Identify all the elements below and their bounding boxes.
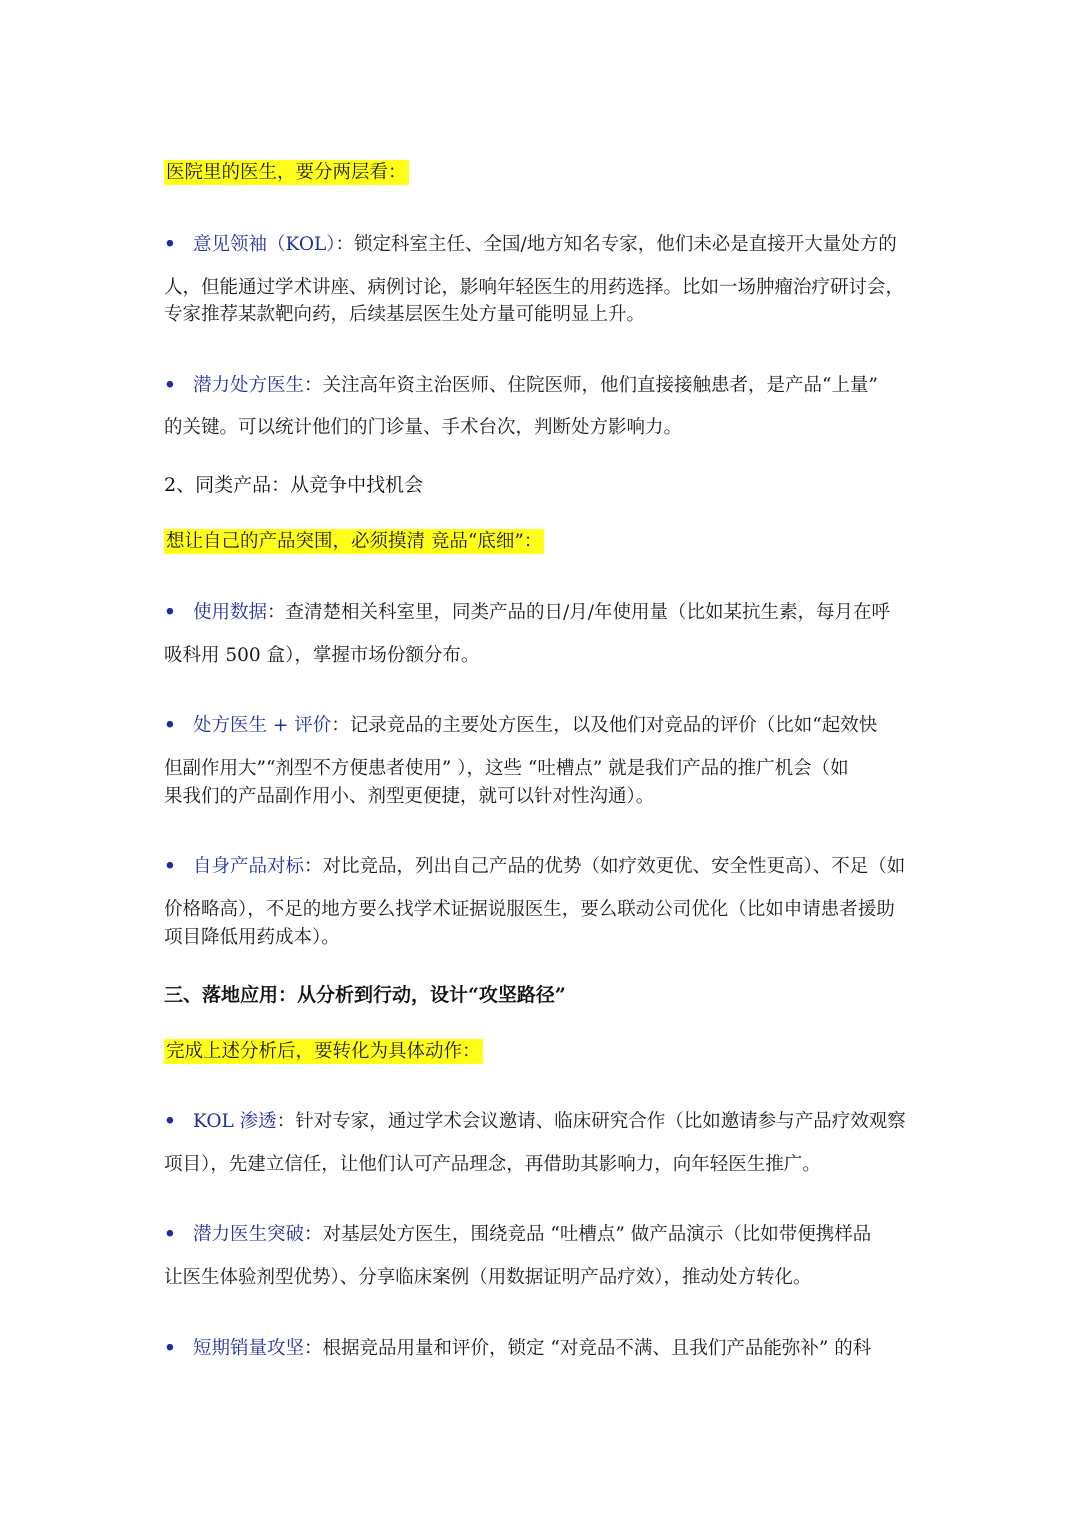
bullet-potential-prescribers: • 潜力处方医生：关注高年资主治医师、住院医师，他们直接接触患者，是产品“上量”: [164, 373, 878, 399]
bullet-self-benchmark-line-2: 价格略高），不足的地方要么找学术证据说服医生，要么联动公司优化（比如申请患者援助: [164, 899, 895, 920]
bullet-short-term-sales: • 短期销量攻坚：根据竞品用量和评价，锁定 “对竞品不满、且我们产品能弥补” 的科: [164, 1336, 871, 1362]
bullet-potential-prescribers-line-2: 的关键。可以统计他们的门诊量、手术台次，判断处方影响力。: [164, 417, 683, 438]
bullet-term: 使用数据: [193, 602, 268, 623]
bullet-term: 潜力医生突破: [193, 1224, 305, 1245]
bullet-term: 意见领袖（KOL）: [193, 234, 336, 255]
bullet-kol-penetration-line-2: 项目），先建立信任，让他们认可产品理念，再借助其影响力，向年轻医生推广。: [164, 1154, 821, 1175]
bullet-usage-data-line-2: 吸科用 500 盒），掌握市场份额分布。: [164, 645, 480, 666]
bullet-term: KOL 渗透: [193, 1111, 277, 1132]
bullet-kol-line-2: 人，但能通过学术讲座、病例讨论，影响年轻医生的用药选择。比如一场肿瘤治疗研讨会，: [164, 277, 905, 298]
bullet-term: 处方医生 + 评价: [193, 715, 332, 736]
highlight-intro-doctors: 医院里的医生，要分两层看：: [166, 162, 407, 183]
bullet-dot-icon: •: [164, 375, 176, 396]
bullet-potential-doctor-breakthrough: • 潜力医生突破：对基层处方医生，围绕竞品 “吐槽点” 做产品演示（比如带便携样品: [164, 1222, 871, 1248]
bullet-kol-line-3: 专家推荐某款靶向药，后续基层医生处方量可能明显上升。: [164, 304, 646, 325]
bullet-usage-data: • 使用数据：查清楚相关科室里，同类产品的日/月/年使用量（比如某抗生素，每月在呼: [164, 600, 890, 626]
bullet-term: 自身产品对标: [193, 856, 305, 877]
bullet-self-benchmark-line-3: 项目降低用药成本）。: [164, 927, 340, 948]
bullet-prescriber-evaluation-line-3: 果我们的产品副作用小、剂型更便捷，就可以针对性沟通）。: [164, 786, 655, 807]
highlight-actions: 完成上述分析后，要转化为具体动作：: [166, 1041, 481, 1062]
bullet-kol-penetration: • KOL 渗透：针对专家，通过学术会议邀请、临床研究合作（比如邀请参与产品疗效观察: [164, 1109, 906, 1135]
bullet-dot-icon: •: [164, 1224, 176, 1245]
section-heading-3: 三、落地应用：从分析到行动，设计“攻坚路径”: [164, 984, 566, 1006]
bullet-dot-icon: •: [164, 234, 176, 255]
highlight-competitors: 想让自己的产品突围，必须摸清 竞品“底细”：: [166, 531, 543, 552]
bullet-term: 短期销量攻坚: [193, 1338, 305, 1359]
bullet-dot-icon: •: [164, 856, 176, 877]
bullet-prescriber-evaluation-line-2: 但副作用大”“剂型不方便患者使用” ），这些 “吐槽点” 就是我们产品的推广机会（如: [164, 758, 849, 779]
bullet-dot-icon: •: [164, 715, 176, 736]
bullet-dot-icon: •: [164, 602, 176, 623]
bullet-prescriber-evaluation: • 处方医生 + 评价：记录竞品的主要处方医生，以及他们对竞品的评价（比如“起效快: [164, 713, 877, 739]
bullet-self-benchmark: • 自身产品对标：对比竞品，列出自己产品的优势（如疗效更优、安全性更高）、不足（如: [164, 854, 905, 880]
bullet-term: 潜力处方医生: [193, 375, 305, 396]
bullet-potential-doctor-breakthrough-line-2: 让医生体验剂型优势）、分享临床案例（用数据证明产品疗效），推动处方转化。: [164, 1267, 812, 1288]
section-heading-2: 2、同类产品：从竞争中找机会: [164, 474, 424, 496]
bullet-dot-icon: •: [164, 1111, 176, 1132]
bullet-kol: • 意见领袖（KOL）：锁定科室主任、全国/地方知名专家，他们未必是直接开大量处方的: [164, 232, 897, 258]
bullet-dot-icon: •: [164, 1338, 176, 1359]
